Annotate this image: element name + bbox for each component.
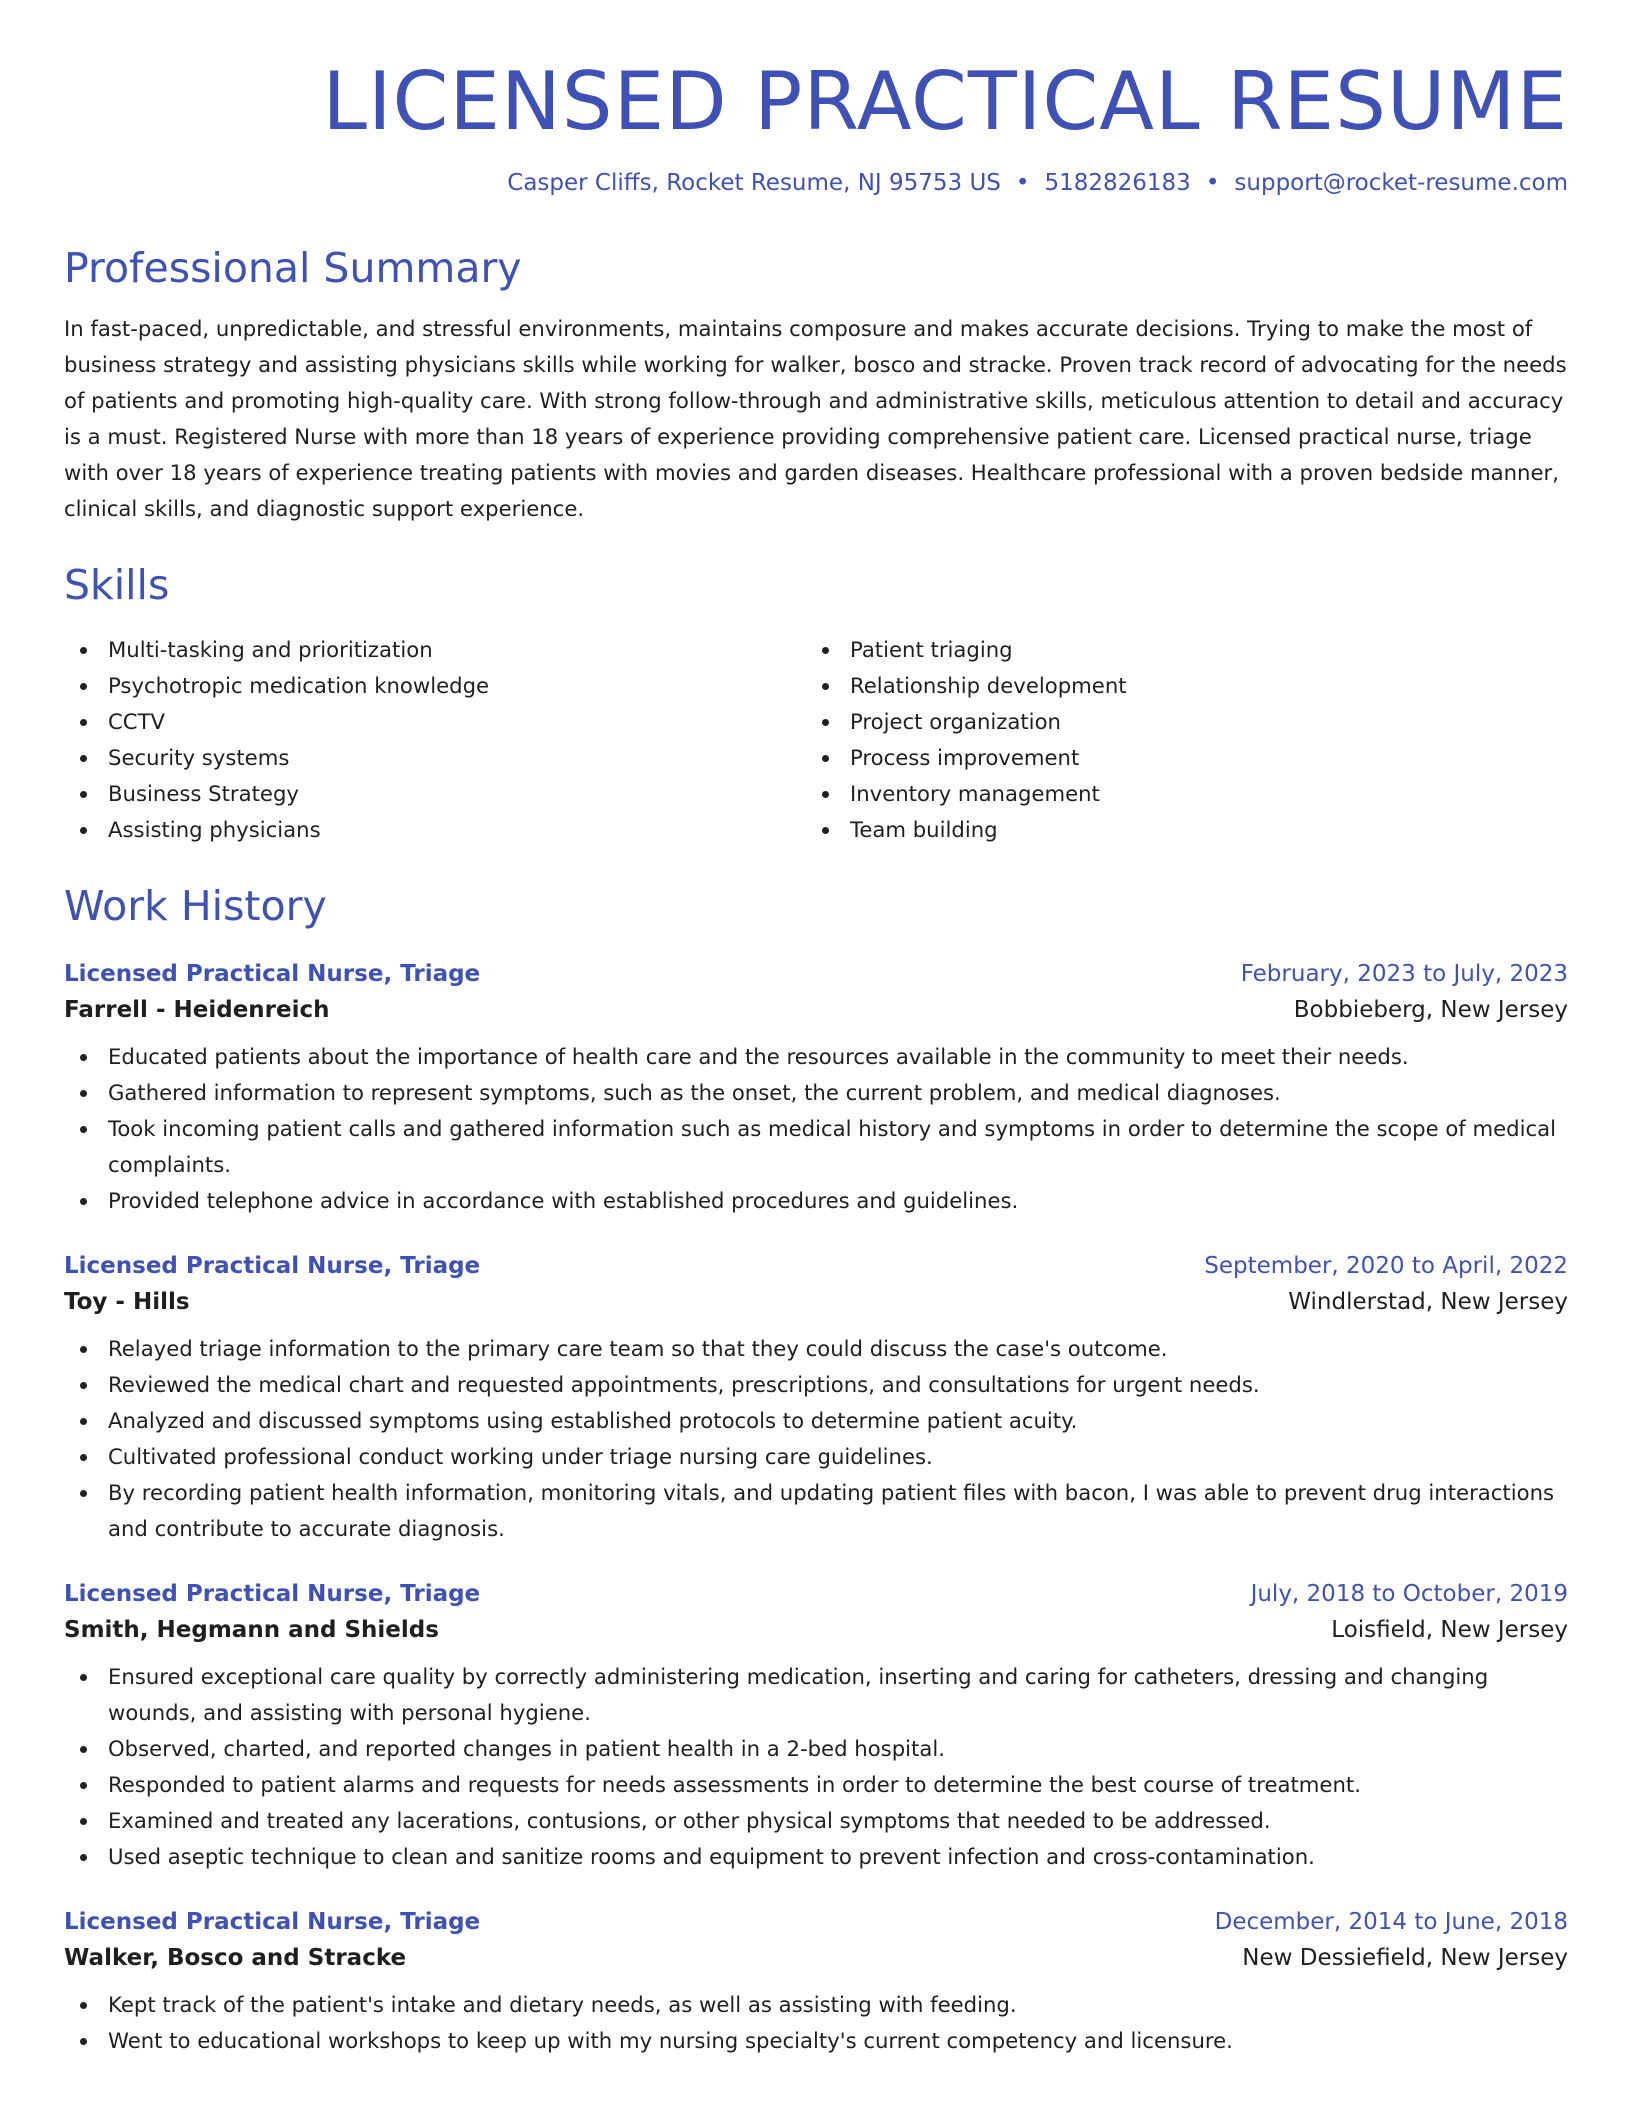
job-company: Toy - Hills [64,1289,190,1315]
job-location: Bobbieberg, New Jersey [1293,997,1568,1023]
job-role: Licensed Practical Nurse, Triage [64,1581,481,1607]
skill-item: Patient triaging [806,632,1548,668]
contact-line [64,170,1568,196]
contact-phone: 5182826183 [1044,170,1191,196]
contact-separator: • [1205,170,1220,196]
duty-item: Examined and treated any lacerations, contusions, or other physical symptoms that needed to be addressed. [64,1803,1568,1839]
job-company: Walker, Bosco and Stracke [64,1945,407,1971]
skill-item: Relationship development [806,668,1548,704]
job-company: Farrell - Heidenreich [64,997,330,1023]
job-location: New Dessiefield, New Jersey [1242,1945,1568,1971]
skill-item: CCTV [64,704,806,740]
duty-item: Ensured exceptional care quality by correctly administering medication, inserting and caring for catheters, dressing and changing wounds, and assisting with personal hygiene. [64,1659,1568,1731]
job-subheader [64,997,1568,1023]
job-header [64,1581,1568,1607]
job-dates: September, 2020 to April, 2022 [1204,1253,1568,1279]
job-duties [64,1331,1568,1547]
job-role: Licensed Practical Nurse, Triage [64,1909,481,1935]
skills-heading: Skills [64,561,170,609]
duty-item: Kept track of the patient's intake and dietary needs, as well as assisting with feeding. [64,1987,1568,2023]
job-subheader [64,1617,1568,1643]
skill-item: Project organization [806,704,1548,740]
job-location: Windlerstad, New Jersey [1288,1289,1568,1315]
duty-item: Reviewed the medical chart and requested appointments, prescriptions, and consultations for urgent needs. [64,1367,1568,1403]
job-entry [64,1581,1568,1875]
job-role: Licensed Practical Nurse, Triage [64,961,481,987]
duty-item: Relayed triage information to the primary care team so that they could discuss the case's outcome. [64,1331,1568,1367]
job-duties [64,1987,1568,2059]
duty-item: Responded to patient alarms and requests for needs assessments in order to determine the best course of treatment. [64,1767,1568,1803]
job-header [64,1909,1568,1935]
duty-item: Went to educational workshops to keep up with my nursing specialty's current competency and licensure. [64,2023,1568,2059]
job-company: Smith, Hegmann and Shields [64,1617,439,1643]
job-location: Loisfield, New Jersey [1331,1617,1568,1643]
job-duties [64,1039,1568,1219]
skill-item: Psychotropic medication knowledge [64,668,806,704]
skill-item: Security systems [64,740,806,776]
duty-item: Cultivated professional conduct working under triage nursing care guidelines. [64,1439,1568,1475]
skills-grid [64,632,1568,848]
summary-text: In fast-paced, unpredictable, and stressful environments, maintains composure and makes accurate decisions. Trying to make the most of business strategy and assisting physicians skills while working for walker, bosco and stracke. Proven track record of advocating for the needs of patients and promoting high-quality care. With strong follow-through and administrative skills, meticulous attention to detail and accuracy is a must. Registered Nurse with more than 18 years of experience providing comprehensive patient care. Licensed practical nurse, triage with over 18 years of experience treating patients with movies and garden diseases. Healthcare professional with a proven bedside manner, clinical skills, and diagnostic support experience. [64,316,1567,521]
duty-item: Analyzed and discussed symptoms using established protocols to determine patient acuity. [64,1403,1568,1439]
duty-item: Used aseptic technique to clean and sanitize rooms and equipment to prevent infection and cross-contamination. [64,1839,1568,1875]
job-entry [64,1253,1568,1547]
resume-page [64,0,1568,2112]
skill-item: Process improvement [806,740,1548,776]
skills-column-left [64,632,806,848]
contact-separator: • [1015,170,1030,196]
job-header [64,1253,1568,1279]
duty-item: Educated patients about the importance of health care and the resources available in the community to meet their needs. [64,1039,1568,1075]
job-dates: February, 2023 to July, 2023 [1240,961,1568,987]
job-subheader [64,1945,1568,1971]
duty-item: Observed, charted, and reported changes in patient health in a 2-bed hospital. [64,1731,1568,1767]
duty-item: Gathered information to represent symptoms, such as the onset, the current problem, and medical diagnoses. [64,1075,1568,1111]
work-history-heading: Work History [64,882,327,930]
job-entry [64,961,1568,1219]
job-header [64,961,1568,987]
skill-item: Business Strategy [64,776,806,812]
skill-item: Assisting physicians [64,812,806,848]
duty-item: By recording patient health information, monitoring vitals, and updating patient files with bacon, I was able to prevent drug interactions and contribute to accurate diagnosis. [64,1475,1568,1547]
summary-heading: Professional Summary [64,244,522,292]
skill-item: Team building [806,812,1548,848]
duty-item: Provided telephone advice in accordance with established procedures and guidelines. [64,1183,1568,1219]
job-entry [64,1909,1568,2059]
duty-item: Took incoming patient calls and gathered information such as medical history and symptoms in order to determine the scope of medical complaints. [64,1111,1568,1183]
job-duties [64,1659,1568,1875]
resume-title: LICENSED PRACTICAL RESUME [322,55,1568,148]
job-role: Licensed Practical Nurse, Triage [64,1253,481,1279]
contact-address: Casper Cliffs, Rocket Resume, NJ 95753 US [507,170,1001,196]
skills-column-right [806,632,1548,848]
job-subheader [64,1289,1568,1315]
skill-item: Inventory management [806,776,1548,812]
skill-item: Multi-tasking and prioritization [64,632,806,668]
job-dates: July, 2018 to October, 2019 [1250,1581,1568,1607]
job-dates: December, 2014 to June, 2018 [1214,1909,1568,1935]
contact-email: support@rocket-resume.com [1234,170,1568,196]
